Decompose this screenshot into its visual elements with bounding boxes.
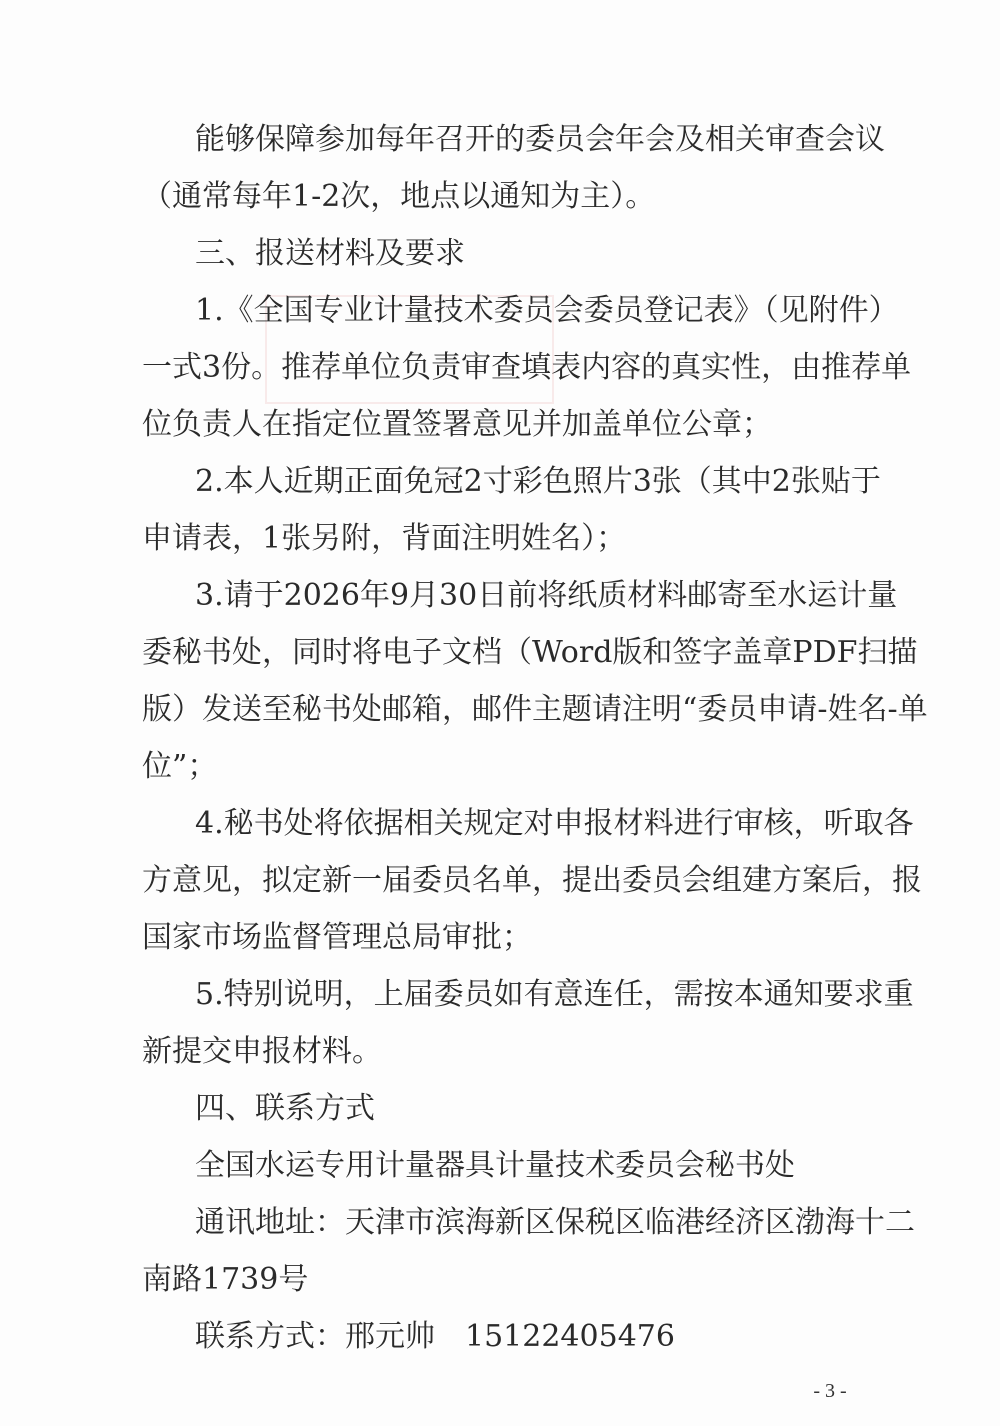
text-line: 国家市场监督管理总局审批； [142,920,532,955]
section-heading: 三、报送材料及要求 [195,236,465,271]
text-line: 南路1739号 [142,1262,309,1297]
text-line: 位”； [142,749,218,784]
text-line: 联系方式：邢元帅 15122405476 [195,1319,675,1354]
text-line: 3.请于2026年9月30日前将纸质材料邮寄至水运计量 [195,578,898,613]
text-line: 申请表，1张另附，背面注明姓名）； [142,521,627,556]
text-line: 版）发送至秘书处邮箱，邮件主题请注明“委员申请-姓名-单 [142,692,928,727]
text-line: 1.《全国专业计量技术委员会委员登记表》（见附件） [195,293,899,328]
text-line: 通讯地址：天津市滨海新区保税区临港经济区渤海十二 [195,1205,915,1240]
text-line: 5.特别说明，上届委员如有意连任，需按本通知要求重 [195,977,914,1012]
text-line: 全国水运专用计量器具计量技术委员会秘书处 [195,1148,795,1183]
text-line: 方意见，拟定新一届委员名单，提出委员会组建方案后，报 [142,863,922,898]
text-line: 2.本人近期正面免冠2寸彩色照片3张（其中2张贴于 [195,464,881,499]
text-line: 新提交申报材料。 [142,1034,382,1069]
text-line: 能够保障参加每年召开的委员会年会及相关审查会议 [195,122,885,157]
text-line: 位负责人在指定位置签署意见并加盖单位公章； [142,407,772,442]
text-line: 4.秘书处将依据相关规定对申报材料进行审核，听取各 [195,806,914,841]
text-line: （通常每年1-2次，地点以通知为主）。 [142,179,656,214]
text-line: 一式3份。推荐单位负责审查填表内容的真实性，由推荐单 [142,350,912,385]
text-line: 委秘书处，同时将电子文档（Word版和签字盖章PDF扫描 [142,635,918,670]
section-heading: 四、联系方式 [195,1091,375,1126]
page-number: - 3 - [813,1380,847,1402]
